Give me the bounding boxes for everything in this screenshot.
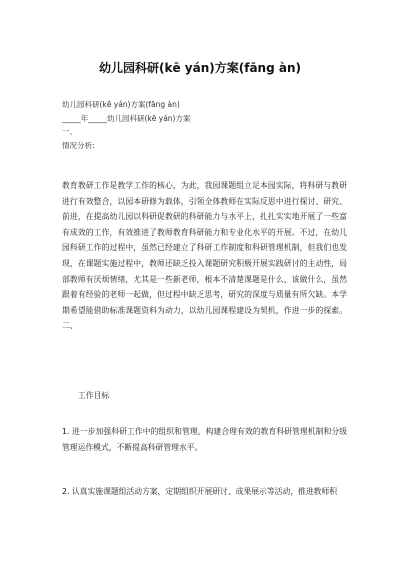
goal-item-1: 1. 进一步加强科研工作中的组织和管理，构建合理有效的教育科研管理机制和分级管理运作模式，不断提高科研管理水平。 — [62, 427, 347, 452]
meta-line-year: _____年_____幼儿园科研(kē yán)方案 — [62, 113, 191, 123]
document-title: 幼儿园科研(kē yán)方案(fāng àn) — [99, 61, 301, 75]
meta-line-situation: 情况分析: — [62, 140, 95, 150]
goal-item-2: 2. 认真实施课题组活动方案，定期组织开展研讨、成果展示等活动，推进教师积 — [62, 487, 338, 496]
intro-paragraph: 教育教研工作是教学工作的核心，为此，我园课题组立足本园实际，将科研与教研进行有效整合，以园本研修为载体，引领全体教师在实际反思中进行探讨、研究、前进，在提高幼儿园以科研促教研的科研能力与水平上，扎扎实实地开展了一些富有成效的工作，有效推进了教师教育科研能力和专业化水平的开展。不过，在幼儿园科研工作的过程中，虽然已经建立了科研工作制度和科研管理机制，但我们也发现，在课题实施过程中，教师还缺乏投入课题研究积极开展实践研讨的主动性，局部教师有厌烦情绪，尤其是一些新老师，根本不清楚课题是什么，该做什么，虽然跟着有经验的老师一起做，但过程中缺乏思考，研究的深度与质量有所欠缺。本学期希望能借助标准课题资料为动力，以幼儿园课程建设为契机，作进一步的探索。二、 — [62, 181, 347, 331]
meta-line-section-one: 一、 — [62, 127, 77, 136]
document-meta — [62, 98, 362, 152]
section-heading-goals: 工作目标 — [78, 391, 110, 400]
meta-line-title: 幼儿园科研(kē yán)方案(fāng àn) — [62, 100, 180, 109]
